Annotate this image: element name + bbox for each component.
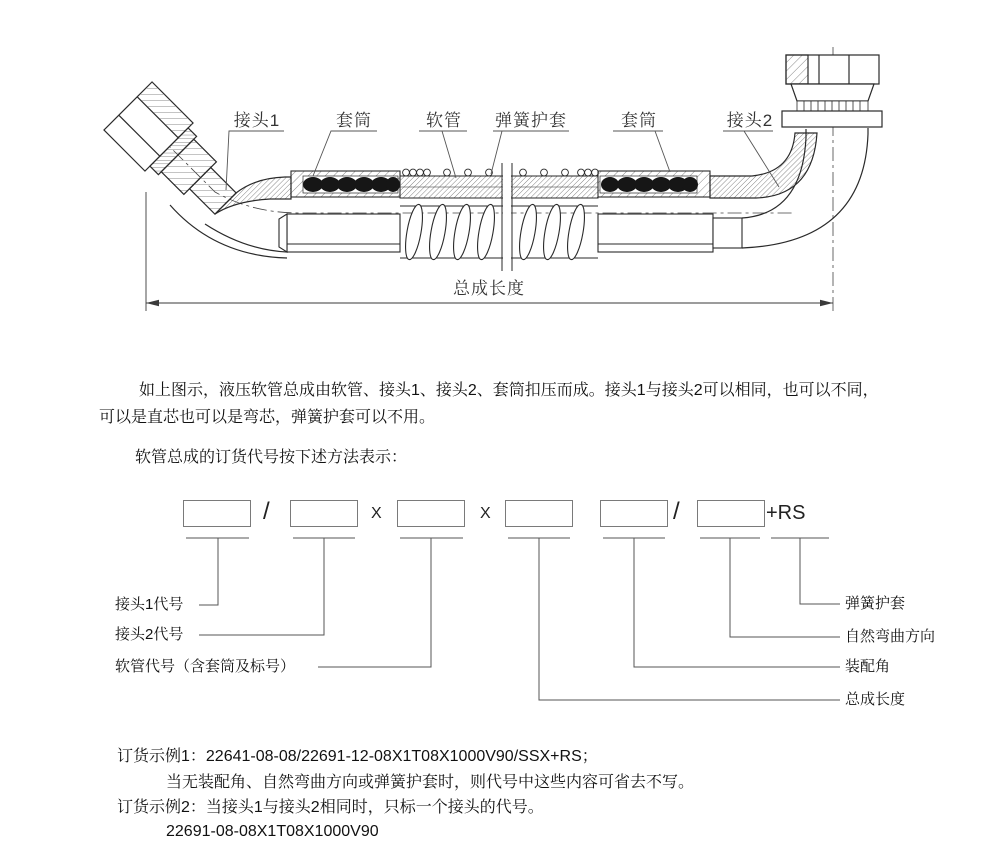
part-label-hose: 软管 (426, 111, 462, 130)
example-line-4: 22691-08-08X1T08X1000V90 (166, 823, 379, 840)
dimension-label: 总成长度 (453, 279, 525, 298)
part-label-sleeve1: 套筒 (336, 111, 372, 130)
code-box-bend-direction (697, 500, 765, 527)
code-box-hose (397, 500, 465, 527)
code-label-spring-guard: 弹簧护套 (845, 595, 906, 612)
code-label-hose: 软管代号（含套筒及标号） (115, 658, 296, 675)
sleeve1-exterior (279, 214, 400, 252)
code-connector-lines (0, 528, 993, 718)
hose-assembly-drawing (0, 0, 993, 345)
code-box-length (505, 500, 573, 527)
sleeve1 (291, 171, 400, 197)
separator-x-2: X (480, 505, 491, 522)
part-label-joint2: 接头2 (726, 111, 774, 130)
sleeve2-exterior (598, 214, 742, 252)
part-labels (234, 111, 773, 130)
part-label-joint1: 接头1 (233, 111, 281, 130)
code-label-joint1: 接头1代号 (115, 596, 184, 613)
separator-slash-1: / (263, 498, 270, 525)
intro-line-2: 可以是直芯也可以是弯芯，弹簧护套可以不用。 (99, 409, 436, 426)
sleeve2 (598, 171, 710, 197)
code-label-assembly-angle: 装配角 (845, 658, 891, 675)
example-line-1: 订货示例1：22641-08-08/22691-12-08X1T08X1000V90/SSX+RS； (117, 748, 598, 765)
separator-x-1: X (371, 505, 382, 522)
hose (400, 176, 598, 198)
code-box-joint2 (290, 500, 358, 527)
break-lines (502, 161, 512, 273)
separator-slash-2: / (673, 498, 680, 525)
joint1-fitting (104, 82, 291, 258)
example-line-3: 订货示例2：当接头1与接头2相同时，只标一个接头的代号。 (117, 799, 544, 816)
part-label-spring-guard: 弹簧护套 (495, 111, 567, 130)
example-line-2: 当无装配角、自然弯曲方向或弹簧护套时，则代号中这些内容可省去不写。 (166, 774, 695, 791)
part-label-sleeve2: 套筒 (621, 111, 657, 130)
suffix-rs: +RS (766, 502, 806, 524)
intro-line-3: 软管总成的订货代号按下述方法表示： (135, 449, 408, 466)
thread-serrations (797, 101, 868, 111)
code-box-joint1 (183, 500, 251, 527)
intro-line-1: 如上图示，液压软管总成由软管、接头1、接头2、套筒扣压而成。接头1与接头2可以相同，也可以不同， (139, 382, 879, 399)
code-label-joint2: 接头2代号 (115, 626, 184, 643)
code-label-bend-direction: 自然弯曲方向 (845, 628, 936, 645)
code-label-assembly-length: 总成长度 (845, 691, 906, 708)
spring-guard-coil-sections (403, 169, 599, 176)
code-box-angle (600, 500, 668, 527)
